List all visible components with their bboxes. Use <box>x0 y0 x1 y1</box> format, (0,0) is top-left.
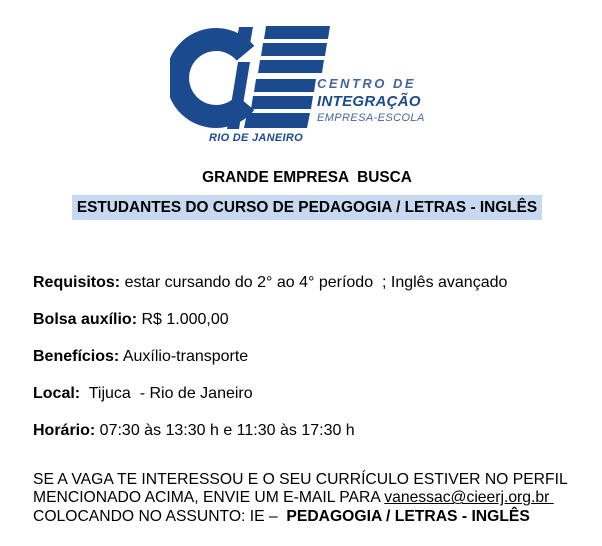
logo-region-label: RIO DE JANEIRO <box>208 132 304 144</box>
footer-line3-text: COLOCANDO NO ASSUNTO: IE – <box>33 507 287 525</box>
detail-row-requisitos <box>33 273 578 292</box>
footer-subject-bold: PEDAGOGIA / LETRAS - INGLÊS <box>286 507 530 525</box>
detail-row-beneficios <box>33 347 578 366</box>
logo-line-centro-de: CENTRO DE <box>317 76 417 91</box>
email-link[interactable]: vanessac@cieerj.org.br <box>384 489 550 507</box>
footer-line1: SE A VAGA TE INTERESSOU E O SEU CURRÍCULO ESTIVER NO PERFIL <box>33 471 568 488</box>
footer-line3 <box>33 508 588 526</box>
detail-row-bolsa-auxilio <box>33 310 578 329</box>
logo-line-empresa-escola: EMPRESA-ESCOLA <box>317 112 425 124</box>
detail-label: Horário: <box>33 422 96 439</box>
logo-line-integracao: INTEGRAÇÃO <box>317 93 421 110</box>
headline-highlighted: ESTUDANTES DO CURSO DE PEDAGOGIA / LETRAS - INGLÊS <box>72 195 542 220</box>
headline-top: GRANDE EMPRESA BUSCA <box>202 169 412 186</box>
application-instructions <box>33 471 588 526</box>
detail-row-horario <box>33 421 578 440</box>
footer-line2 <box>33 489 588 507</box>
detail-label: Requisitos: <box>33 274 121 291</box>
detail-value: estar cursando do 2° ao 4° período ; Inglês avançado <box>120 274 508 291</box>
detail-value: Auxílio-transporte <box>119 348 249 365</box>
ciee-logo-icon <box>170 24 330 132</box>
footer-line2-text: MENCIONADO ACIMA, ENVIE UM E-MAIL PARA <box>33 489 385 507</box>
detail-value: 07:30 às 13:30 h e 11:30 às 17:30 h <box>95 422 355 439</box>
detail-label: Local: <box>33 385 81 402</box>
detail-value: R$ 1.000,00 <box>137 311 229 328</box>
detail-row-local <box>33 384 578 403</box>
job-details <box>33 273 578 458</box>
detail-label: Bolsa auxílio: <box>33 311 138 328</box>
detail-label: Benefícios: <box>33 348 120 365</box>
ciee-logo-wordmark <box>317 76 425 125</box>
detail-value: Tijuca - Rio de Janeiro <box>80 385 253 402</box>
ciee-logo <box>170 24 470 154</box>
headline-highlight-row <box>33 195 581 220</box>
